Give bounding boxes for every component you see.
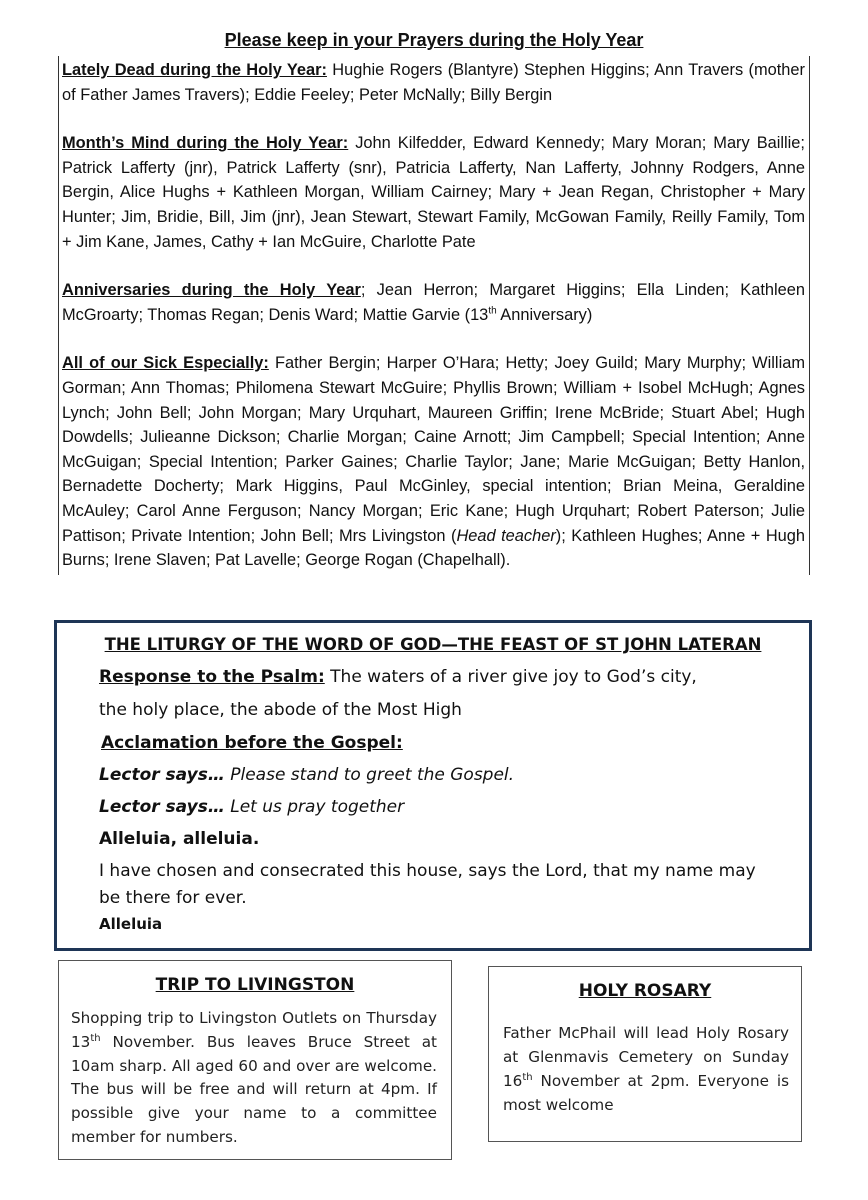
- prayers-list: [58, 56, 810, 575]
- liturgy-title: THE LITURGY OF THE WORD OF GOD—THE FEAST OF ST JOHN LATERAN: [104, 635, 762, 654]
- rosary-text-end: November at 2pm. Everyone is most welcome: [503, 1072, 789, 1114]
- anniversaries-text-end: Anniversary): [496, 305, 593, 324]
- trip-text-end: November. Bus leaves Bruce Street at 10am sharp. All aged 60 and over are welcome. The bus will be free and will return at 4pm. If possible give your name to a committee member for numbers.: [71, 1032, 437, 1146]
- rosary-text-start: Father McPhail will lead Holy Rosary at Glenmavis Cemetery on Sunday 16: [503, 1024, 789, 1090]
- prayers-title: Please keep in your Prayers during the Holy Year: [224, 30, 644, 50]
- lately-dead-paragraph: [62, 58, 805, 107]
- psalm-label: Response to the Psalm:: [99, 667, 325, 687]
- lector-text-1: Please stand to greet the Gospel.: [224, 765, 515, 785]
- liturgy-box: [54, 620, 812, 951]
- months-mind-text: John Kilfedder, Edward Kennedy; Mary Moran; Mary Baillie; Patrick Lafferty (jnr), Patrick Lafferty (snr), Patricia Lafferty, Nan Lafferty, Johnny Rodgers, Anne Bergin, Alice Hughs + Kathleen Morgan, William Cairney; Mary + Jean Regan, Christopher + Mary Hunter; Jim, Bridie, Bill, Jim (jnr), Jean Stewart, Stewart Family, McGowan Family, Reilly Family, Tom + Jim Kane, James, Cathy + Ian McGuire, Charlotte Pate: [62, 134, 805, 251]
- anniversaries-text: ; Jean Herron; Margaret Higgins; Ella Linden; Kathleen McGroarty; Thomas Regan; Denis Ward; Mattie Garvie (13: [62, 281, 805, 324]
- psalm-text-2: the holy place, the abode of the Most High: [99, 700, 462, 720]
- lector-line-2: [99, 797, 404, 817]
- rosary-box: [488, 966, 802, 1142]
- alleluia-double: Alleluia, alleluia.: [99, 829, 260, 849]
- lector-label-1: Lector says…: [99, 765, 225, 785]
- rosary-title: HOLY ROSARY: [578, 981, 712, 1001]
- psalm-text-1: The waters of a river give joy to God’s city,: [324, 667, 697, 687]
- anniversaries-paragraph: [62, 278, 805, 327]
- anniversaries-label: Anniversaries during the Holy Year: [62, 281, 361, 300]
- lector-text-2: Let us pray together: [224, 797, 405, 817]
- sick-paragraph: [62, 351, 805, 572]
- trip-text: [71, 1007, 437, 1150]
- sick-text-end: ); Kathleen Hughes; Anne + Hugh Burns; Irene Slaven; Pat Lavelle; George Rogan (Chapelhall).: [62, 526, 806, 570]
- sick-text: Father Bergin; Harper O’Hara; Hetty; Joey Guild; Mary Murphy; William Gorman; Ann Thomas; Philomena Stewart McGuire; Phyllis Brown; William + Isobel McHugh; Agnes Lynch; John Bell; John Morgan; Mary Urquhart, Maureen Griffin; Irene McBride; Stuart Abel; Hugh Dowdells; Julieanne Dickson; Charlie Morgan; Caine Arnott; Jim Campbell; Special Intention; Anne McGuigan; Special Intention; Parker Gaines; Charlie Taylor; Jane; Marie McGuigan; Betty Hanlon, Bernadette Docherty; Mark Higgins, Paul McGinley, special intention; Brian Meina, Geraldine McAuley; Carol Anne Ferguson; Nancy Morgan; Eric Kane; Hugh Urquhart; Robert Paterson; Julie Pattison; Private Intention; John Bell; Mrs Livingston (: [62, 354, 805, 545]
- psalm-response: [99, 667, 697, 687]
- gospel-verse-2: be there for ever.: [99, 888, 247, 908]
- sick-label: All of our Sick Especially:: [62, 354, 269, 373]
- months-mind-label: Month’s Mind during the Holy Year:: [62, 134, 349, 153]
- anniversaries-sup: th: [488, 305, 497, 317]
- trip-text-start: Shopping trip to Livingston Outlets on Thursday 13: [71, 1009, 437, 1051]
- gospel-verse-1: I have chosen and consecrated this house, says the Lord, that my name may: [99, 861, 756, 881]
- trip-title: TRIP TO LIVINGSTON: [155, 975, 355, 995]
- lately-dead-text: Hughie Rogers (Blantyre) Stephen Higgins; Ann Travers (mother of Father James Travers); Eddie Feeley; Peter McNally; Billy Bergin: [62, 61, 805, 104]
- acclamation-label: Acclamation before the Gospel:: [101, 733, 403, 753]
- lector-label-2: Lector says…: [99, 797, 225, 817]
- months-mind-paragraph: [62, 131, 805, 254]
- rosary-sup: th: [522, 1071, 533, 1083]
- trip-box: [58, 960, 452, 1160]
- alleluia-end: Alleluia: [99, 915, 163, 933]
- trip-sup: th: [90, 1032, 101, 1044]
- sick-italic: Head teacher: [456, 526, 556, 545]
- lector-line-1: [99, 765, 514, 785]
- rosary-text: [503, 1021, 789, 1117]
- lately-dead-label: Lately Dead during the Holy Year:: [62, 61, 327, 79]
